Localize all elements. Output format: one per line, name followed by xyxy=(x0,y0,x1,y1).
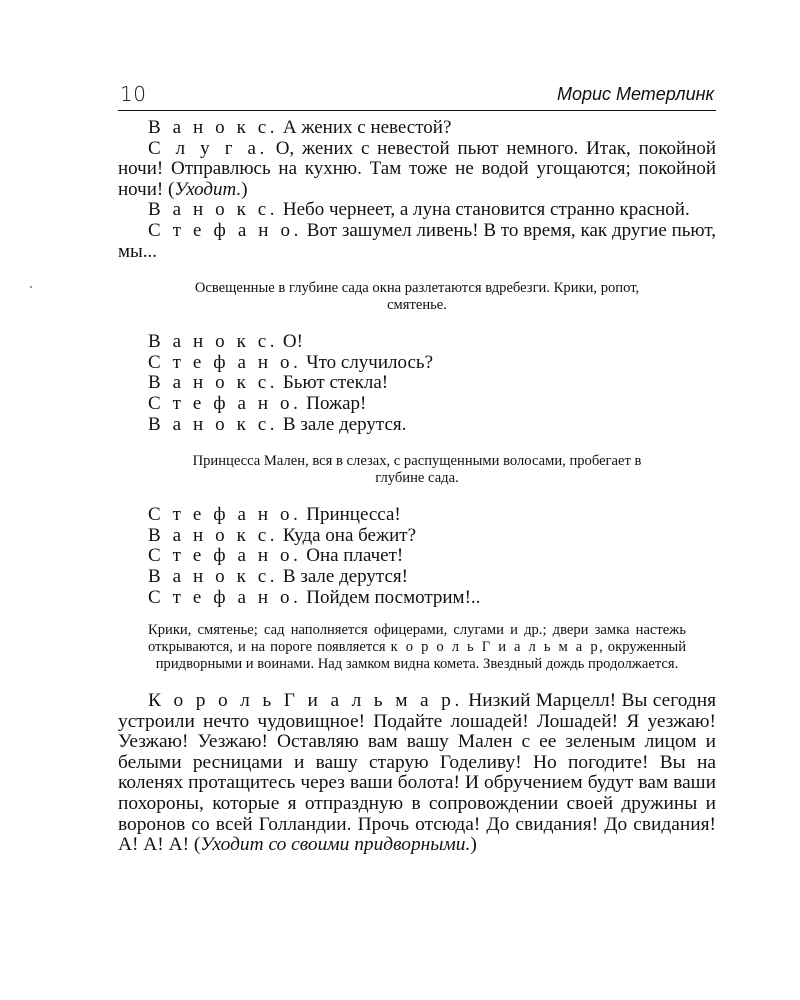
line-text: Пойдем посмотрим!.. xyxy=(301,586,481,608)
dialogue-line xyxy=(118,200,716,221)
dialogue-line xyxy=(118,221,716,262)
speaker-stefano: С т е ф а н о. xyxy=(148,351,302,373)
line-text: О! xyxy=(278,331,303,353)
stage-direction-inline: Уходит. xyxy=(174,178,242,200)
line-text: В зале дерутся. xyxy=(278,413,407,435)
speaker-stefano: С т е ф а н о. xyxy=(148,392,302,414)
line-text: В зале дерутся! xyxy=(278,565,408,587)
speaker-vanoks: В а н о к с. xyxy=(148,117,279,138)
speaker-vanoks: В а н о к с. xyxy=(148,524,279,546)
page-header xyxy=(118,84,716,111)
speaker-vanoks: В а н о к с. xyxy=(148,413,279,435)
speaker-vanoks: В а н о к с. xyxy=(148,331,279,353)
speaker-vanoks: В а н о к с. xyxy=(148,372,279,394)
stage-king-name: к о р о л ь Г и а л ь м а р xyxy=(390,639,600,656)
stage-text: Крики, смятенье; сад наполняется офицерами, слугами и др.; двери замка настежь открываются, и на пороге появляется xyxy=(148,622,686,656)
speaker-korol: К о р о л ь Г и а л ь м а р. xyxy=(148,690,463,712)
dialogue-line xyxy=(118,567,716,588)
line-text: Низкий Марцелл! Вы сегодня устроили нечто чудовищное! Подайте лошадей! Лошадей! Я уезжаю! Уезжаю! Уезжаю! Оставляю вам вашу Мален с ее зеленым лицом и белыми ресницами и вашу старую Годеливу! Но погодите! Вы на коленях протащитесь через ваши болота! И обручением будут вам ваши похороны, которые я отпраздную в сопровождении своей дружины и воронов со всей Голландии. Прочь отсюда! До свидания! До свидания! А! А! А! ( xyxy=(118,690,716,856)
dialogue-line xyxy=(118,415,716,436)
line-text: Небо чернеет, а луна становится странно красной. xyxy=(278,199,690,221)
dialogue-line xyxy=(118,526,716,547)
stage-direction: Принцесса Мален, вся в слезах, с распущенными волосами, пробегает в глубине сада. xyxy=(192,453,642,487)
line-text: Пожар! xyxy=(301,392,367,414)
line-text: Она плачет! xyxy=(301,545,404,567)
stage-text: , окруженный придворными и воинами. Над замком видна комета. Звездный дождь продолжается. xyxy=(155,639,687,673)
stage-direction xyxy=(118,622,716,673)
line-text: А жених с невестой? xyxy=(278,117,452,138)
line-text: ) xyxy=(241,178,248,200)
line-text: Принцесса! xyxy=(301,504,401,526)
page-body xyxy=(118,118,716,856)
running-title: Морис Метерлинк xyxy=(556,84,714,104)
speaker-stefano: С т е ф а н о. xyxy=(148,219,302,241)
line-text: Вот зашумел ливень! В то время, как другие пьют, мы... xyxy=(118,219,716,262)
speaker-vanoks: В а н о к с. xyxy=(148,199,279,221)
dialogue-line xyxy=(118,353,716,374)
dialogue-line xyxy=(118,394,716,415)
dialogue-line xyxy=(118,118,716,139)
dialogue-line xyxy=(118,546,716,567)
dialogue-line xyxy=(118,139,716,201)
dialogue-line xyxy=(118,505,716,526)
page-number: 10 xyxy=(120,82,147,106)
speaker-stefano: С т е ф а н о. xyxy=(148,545,302,567)
stage-direction-inline: Уходит со своими придворными. xyxy=(200,834,471,856)
speaker-stefano: С т е ф а н о. xyxy=(148,586,302,608)
dialogue-line xyxy=(118,373,716,394)
stage-direction: Освещенные в глубине сада окна разлетаются вдребезги. Крики, ропот, смятенье. xyxy=(194,280,640,314)
line-text: Что случилось? xyxy=(301,351,434,373)
dialogue-line xyxy=(118,588,716,609)
speaker-stefano: С т е ф а н о. xyxy=(148,504,302,526)
line-text: ) xyxy=(470,834,477,856)
line-text: О, жених с невестой пьют немного. Итак, покойной ночи! Отправлюсь на кухню. Там тоже не водой угощаются; покойной ночи! ( xyxy=(118,137,717,200)
speaker-vanoks: В а н о к с. xyxy=(148,565,279,587)
scan-speck xyxy=(30,286,32,288)
dialogue-line xyxy=(118,691,716,856)
speaker-sluga: С л у г а. xyxy=(148,137,268,159)
line-text: Бьют стекла! xyxy=(278,372,389,394)
dialogue-line xyxy=(118,332,716,353)
line-text: Куда она бежит? xyxy=(278,524,417,546)
